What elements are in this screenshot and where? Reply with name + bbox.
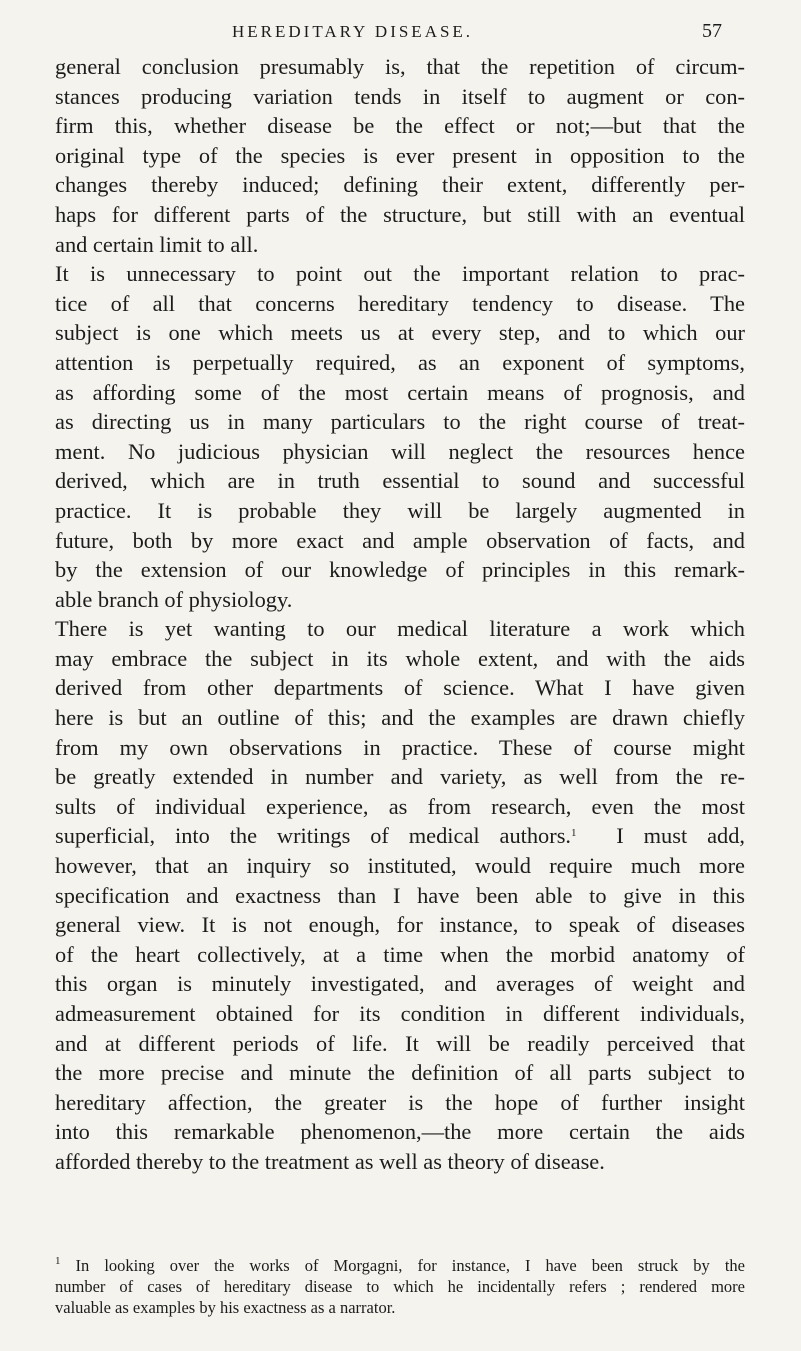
- text-line: changes thereby induced; defining their extent, differently per-: [55, 172, 745, 198]
- text-line: the more precise and minute the definition of all parts subject to: [55, 1060, 745, 1086]
- text-line: derived, which are in truth essential to sound and successful: [55, 468, 745, 494]
- text-line: from my own observations in practice. These of course might: [55, 734, 745, 760]
- text-line: and certain limit to all.: [55, 231, 259, 257]
- text-line: and at different periods of life. It will be readily perceived that: [55, 1030, 745, 1056]
- text-fragment: I must add,: [616, 823, 745, 849]
- text-line: here is but an outline of this; and the examples are drawn chiefly: [55, 705, 745, 731]
- running-title: HEREDITARY DISEASE.: [232, 22, 474, 41]
- text-line: attention is perpetually required, as an exponent of symptoms,: [55, 349, 745, 375]
- footnote-line: valuable as examples by his exactness as a narrator.: [55, 1298, 396, 1317]
- footnote-text: In looking over the works of Morgagni, for instance, I have been struck by the: [75, 1256, 745, 1275]
- text-line: tice of all that concerns hereditary tendency to disease. The: [55, 290, 745, 316]
- text-line: as directing us in many particulars to the right course of treat-: [55, 409, 745, 435]
- page-number: 57: [702, 20, 722, 42]
- text-line: subject is one which meets us at every step, and to which our: [55, 320, 745, 346]
- text-line: derived from other departments of science. What I have given: [55, 675, 745, 701]
- text-line: general conclusion presumably is, that the repetition of circum-: [55, 54, 745, 79]
- main-text: [55, 52, 745, 1177]
- text-line: hereditary affection, the greater is the hope of further insight: [55, 1089, 745, 1115]
- text-line: general view. It is not enough, for instance, to speak of diseases: [55, 912, 745, 938]
- text-line: however, that an inquiry so instituted, would require much more: [55, 853, 745, 879]
- text-line: admeasurement obtained for its condition in different individuals,: [55, 1001, 745, 1026]
- text-line: as affording some of the most certain means of prognosis, and: [55, 379, 745, 405]
- text-line: haps for different parts of the structure, but still with an eventual: [55, 201, 745, 227]
- footnote: [55, 1255, 745, 1318]
- text-line: There is yet wanting to our medical literature a work which: [55, 616, 745, 642]
- text-line: future, both by more exact and ample observation of facts, and: [55, 527, 745, 553]
- footnote-reference: 1: [571, 827, 577, 840]
- text-line: sults of individual experience, as from research, even the most: [55, 793, 745, 819]
- text-line: be greatly extended in number and variety, as well from the re-: [55, 764, 745, 790]
- text-fragment: superficial, into the writings of medical authors.: [55, 823, 572, 849]
- text-line: into this remarkable phenomenon,—the more certain the aids: [55, 1119, 745, 1145]
- text-line: able branch of physiology.: [55, 586, 293, 612]
- text-line: by the extension of our knowledge of principles in this remark-: [55, 557, 745, 583]
- text-line: specification and exactness than I have been able to give in this: [55, 882, 745, 908]
- text-line: this organ is minutely investigated, and averages of weight and: [55, 971, 745, 997]
- footnote-marker: 1: [55, 1255, 61, 1267]
- text-line: may embrace the subject in its whole extent, and with the aids: [55, 645, 745, 671]
- text-line: afforded thereby to the treatment as well as theory of disease.: [55, 1148, 605, 1174]
- text-line: of the heart collectively, at a time when the morbid anatomy of: [55, 941, 745, 967]
- text-line: stances producing variation tends in itself to augment or con-: [55, 83, 745, 109]
- text-line-with-footnote-ref: [55, 821, 745, 851]
- text-line: It is unnecessary to point out the important relation to prac-: [55, 261, 745, 287]
- footnote-line: [55, 1255, 745, 1276]
- text-line: ment. No judicious physician will neglect the resources hence: [55, 438, 745, 464]
- footnote-line: number of cases of hereditary disease to which he incidentally refers ; rendered more: [55, 1277, 745, 1296]
- text-line: firm this, whether disease be the effect or not;—but that the: [55, 113, 745, 139]
- text-line: practice. It is probable they will be largely augmented in: [55, 497, 745, 523]
- text-line: original type of the species is ever present in opposition to the: [55, 142, 745, 168]
